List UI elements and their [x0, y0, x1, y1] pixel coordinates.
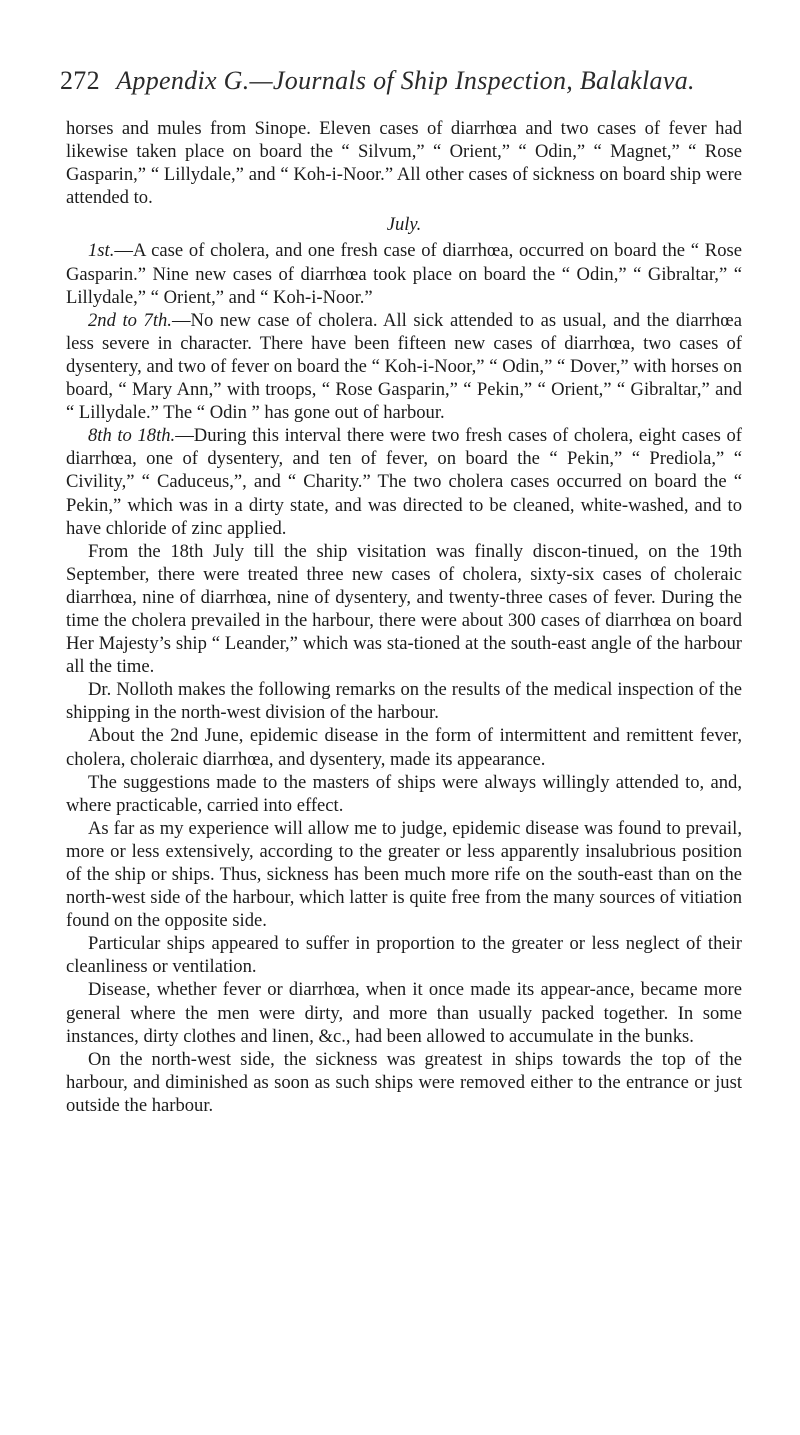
entry-date: 2nd to 7th. — [88, 309, 172, 331]
paragraph — [66, 540, 742, 679]
section-heading-july: July. — [386, 214, 422, 236]
running-head — [60, 66, 740, 96]
paragraph-text: —No new case of cholera. All sick attended to as usual, and the diarrhœa less severe in character. There have been fifteen new cases of diarrhœa, two cases of dysentery, and two of fever on board the “ Koh-i-Noor,” “ Odin,” “ Dover,” with horses on board, “ Mary Ann,” with troops, “ Rose Gasparin,” “ Pekin,” “ Orient,” “ Gibraltar,” and “ Lillydale.” The “ Odin ” has gone out of harbour. — [66, 309, 742, 424]
paragraph-text: Disease, whether fever or diarrhœa, when it once made its appear-ance, became more general where the men were dirty, and more than usually packed together. In some instances, dirty clothes and linen, &c., had been allowed to accumulate in the bunks. — [66, 979, 742, 1047]
paragraph — [66, 678, 742, 724]
paragraph — [66, 117, 742, 209]
paragraph — [66, 932, 742, 978]
paragraph-text: horses and mules from Sinope. Eleven cases of diarrhœa and two cases of fever had likewise taken place on board the “ Silvum,” “ Orient,” “ Odin,” “ Magnet,” “ Rose Gasparin,” “ Lillydale,” and “ Koh-i-Noor.” All other cases of sickness on board ship were attended to. — [66, 118, 742, 209]
paragraph — [66, 309, 742, 424]
paragraph-text: As far as my experience will allow me to judge, epidemic disease was found to prevail, more or less extensively, according to the greater or less apparently insalubrious position of the ship or ships. Thus, sickness has been much more rife on the south-east than on the north-west side of the harbour, which latter is quite free from the many sources of vitiation found on the opposite side. — [66, 817, 742, 932]
entry-date: 1st. — [88, 240, 115, 262]
body-text — [66, 117, 742, 1117]
paragraph-text: —A case of cholera, and one fresh case of diarrhœa, occurred on board the “ Rose Gasparin.” Nine new cases of diarrhœa took place on board the “ Odin,” “ Gibraltar,” “ Lillydale,” “ Orient,” and “ Koh-i-Noor.” — [66, 240, 742, 308]
paragraph — [66, 724, 742, 770]
running-title: Appendix G.—Journals of Ship Inspection, Balaklava. — [116, 66, 695, 95]
paragraph-text: From the 18th July till the ship visitation was finally discon-tinued, on the 19th September, there were treated three new cases of cholera, sixty-six cases of choleraic diarrhœa, nine of diarrhœa, nine of dysentery, and twenty-three cases of fever. During the time the cholera prevailed in the harbour, there were about 300 cases of diarrhœa on board Her Majesty’s ship “ Leander,” which was sta-tioned at the south-east angle of the harbour all the time. — [66, 540, 742, 678]
paragraph — [66, 1048, 742, 1117]
page-number: 272 — [60, 66, 100, 95]
paragraph-text: —During this interval there were two fresh cases of cholera, eight cases of diarrhœa, one of dysentery, and ten of fever, on board the “ Pekin,” “ Prediola,” “ Civility,” “ Caduceus,”, and “ Charity.” The two cholera cases occurred on board the “ Pekin,” which was in a dirty state, and was directed to be cleaned, white-washed, and to have chloride of zinc applied. — [66, 425, 742, 539]
paragraph-text: The suggestions made to the masters of ships were always willingly attended to, and, where practicable, carried into effect. — [66, 771, 742, 816]
paragraph-text: Particular ships appeared to suffer in proportion to the greater or less neglect of their cleanliness or ventilation. — [66, 933, 742, 978]
paragraph — [66, 817, 742, 932]
paragraph-text: On the north-west side, the sickness was greatest in ships towards the top of the harbour, and diminished as soon as such ships were removed either to the entrance or just outside the harbour. — [66, 1048, 742, 1116]
entry-date: 8th to 18th. — [88, 425, 176, 447]
paragraph-text: Dr. Nolloth makes the following remarks on the results of the medical inspection of the shipping in the north-west division of the harbour. — [66, 679, 742, 724]
paragraph — [66, 978, 742, 1047]
paragraph — [66, 424, 742, 539]
paragraph — [66, 239, 742, 308]
paragraph-text: About the 2nd June, epidemic disease in the form of intermittent and remittent fever, cholera, choleraic diarrhœa, and dysentery, made its appearance. — [66, 725, 742, 770]
paragraph — [66, 771, 742, 817]
